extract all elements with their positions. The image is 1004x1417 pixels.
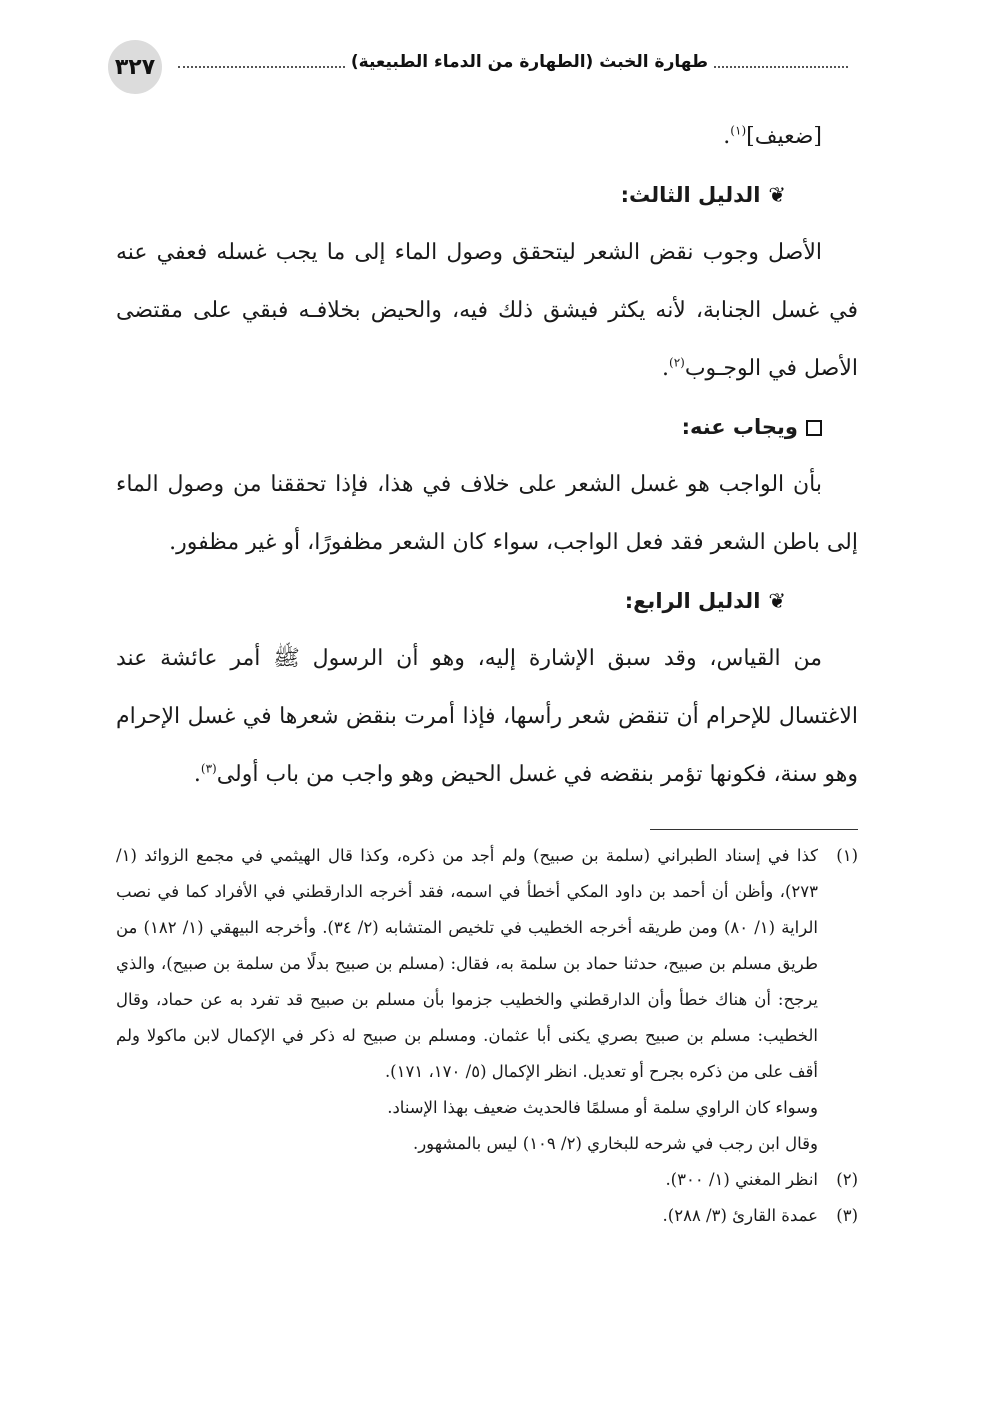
running-header: [108, 40, 848, 100]
heading-response: ويجاب عنه:: [116, 398, 858, 456]
footnote-3: [116, 1198, 858, 1234]
footnote-2: [116, 1162, 858, 1198]
footnote-ref-1[interactable]: (١): [730, 123, 747, 138]
footnote-number: (٢): [836, 1170, 858, 1189]
paragraph-third-evidence: الأصل وجوب نقض الشعر ليتحقق وصول الماء إلى ما يجب غسله فعفي عنه في غسل الجنابة، لأنه يكثر فيشق ذلك فيه، والحيض بخلافـه فبقي على مقتضى الأصل في الوجـوب$^{(٢)}$.: [116, 240, 858, 381]
footnote-1-continuation: وقال ابن رجب في شرحه للبخاري (٢/ ١٠٩) ليس بالمشهور.: [412, 1134, 818, 1153]
main-text: [116, 108, 858, 804]
square-bullet-icon: [806, 420, 822, 436]
leaf-ornament-icon: ❦: [768, 183, 786, 207]
paragraph-response: بأن الواجب هو غسل الشعر على خلاف في هذا، فإذا تحققنا من وصول الماء إلى باطن الشعر فقد فعل الواجب، سواء كان الشعر مظفورًا، أو غير مظفور.: [116, 472, 858, 555]
footnote-number: (٣): [836, 1206, 858, 1225]
leaf-ornament-icon: ❦: [768, 589, 786, 613]
footnote-text: انظر المغني (١/ ٣٠٠).: [665, 1170, 818, 1189]
header-leader-right: [714, 56, 848, 68]
footnote-1: [116, 838, 858, 1090]
page-number-badge: ٣٢٧: [108, 40, 162, 94]
footnote-number: (١): [836, 846, 858, 865]
footnote-1-continuation: وسواء كان الراوي سلمة أو مسلمًا فالحديث ضعيف بهذا الإسناد.: [387, 1098, 818, 1117]
footnote-ref-3[interactable]: (٣): [200, 761, 217, 776]
footnotes: [116, 818, 858, 1234]
chapter-title: طهارة الخبث (الطهارة من الدماء الطبيعية): [350, 52, 708, 72]
footnote-text: كذا في إسناد الطبراني (سلمة بن صبيح) ولم أجد من ذكره، وكذا قال الهيثمي في مجمع الزوائد (١/ ٢٧٣)، وأظن أن أحمد بن داود المكي أخطأ في اسمه، فقد أخرجه الدارقطني في الأفراد كما في نصب الراية (١/ ٨٠) ومن طريقه أخرجه الخطيب في تلخيص المتشابه (٢/ ٣٤). وأخرجه البيهقي (١/ ١٨٢) من طريق مسلم بن صبيح، حدثنا حماد بن سلمة به، فقال: (مسلم بن صبيح بدلًا من سلمة بن صبيح)، والذي يرجح: أن هناك خطأ وأن الدارقطني والخطيب جزموا بأن مسلم بن صبيح قد تفرد به عن حماد، وقال الخطيب: مسلم بن صبيح بصري يكنى أبا عثمان. ومسلم بن صبيح له ذكر في الإكمال لابن ماكولا ولم أقف على من ذكره بجرح أو تعديل. انظر الإكمال (٥/ ١٧٠، ١٧١).: [116, 846, 818, 1081]
footnote-text: عمدة القارئ (٣/ ٢٨٨).: [662, 1206, 818, 1225]
paragraph-weak-verdict: [ضعيف]$^{(١)}$.: [723, 123, 822, 149]
header-leader-left: [178, 56, 345, 68]
footnote-ref-2[interactable]: (٢): [669, 355, 685, 370]
heading-fourth-evidence: ❦الدليل الرابع:: [116, 572, 858, 630]
paragraph-fourth-evidence: من القياس، وقد سبق الإشارة إليه، وهو أن الرسول ﷺ أمر عائشة عند الاغتسال للإحرام أن تنقض شعر رأسها، فإذا أمرت بنقض شعرها في غسل الإحرام وهو سنة، فكونها تؤمر بنقضه في غسل الحيض وهو واجب من باب أولى$^{(٣)}$.: [116, 646, 858, 787]
header-title-row: [178, 52, 848, 72]
heading-third-evidence: ❦الدليل الثالث:: [116, 166, 858, 224]
